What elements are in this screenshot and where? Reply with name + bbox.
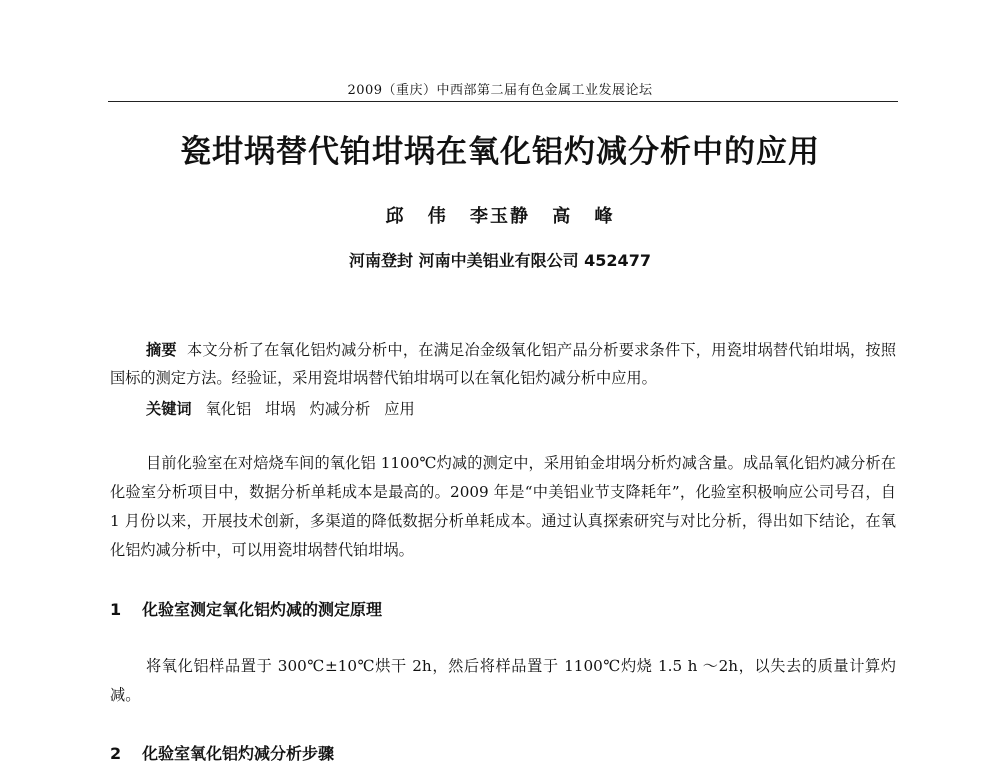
keyword: 应用 <box>384 400 415 418</box>
section-title: 化验室氧化铝灼减分析步骤 <box>142 744 335 763</box>
running-header: 2009（重庆）中西部第二届有色金属工业发展论坛 <box>347 83 653 98</box>
affiliation: 河南登封 河南中美铝业有限公司 452477 <box>349 251 651 270</box>
keyword: 氧化铝 <box>205 400 252 418</box>
section-heading <box>110 597 896 620</box>
keywords <box>110 396 896 422</box>
keyword: 坩埚 <box>265 400 296 418</box>
section-paragraph: 将氧化铝样品置于 300℃±10℃烘干 2h，然后将样品置于 1100℃灼烧 1.5 h ～2h，以失去的质量计算灼减。 <box>110 657 896 704</box>
section-number: 2 <box>110 744 122 763</box>
header-rule <box>108 101 898 102</box>
section-title: 化验室测定氧化铝灼减的测定原理 <box>142 600 383 619</box>
keyword: 灼减分析 <box>309 400 371 418</box>
abstract <box>110 336 896 392</box>
section-heading <box>110 741 896 764</box>
article-title: 瓷坩埚替代铂坩埚在氧化铝灼减分析中的应用 <box>180 134 820 170</box>
abstract-text: 本文分析了在氧化铝灼减分析中，在满足冶金级氧化铝产品分析要求条件下，用瓷坩埚替代铂坩埚，按照国标的测定方法。经验证，采用瓷坩埚替代铂坩埚可以在氧化铝灼减分析中应用。 <box>110 341 897 387</box>
keywords-label: 关键词 <box>146 400 192 418</box>
abstract-label: 摘要 <box>146 341 177 359</box>
intro-paragraph: 目前化验室在对焙烧车间的氧化铝 1100℃灼减的测定中，采用铂金坩埚分析灼减含量。成品氧化铝灼减分析在化验室分析项目中，数据分析单耗成本是最高的。2009 年是“中美铝业节支降耗年”，化验室积极响应公司号召，自 1 月份以来，开展技术创新，多渠道的降低数据分析单耗成本。通过认真探索研究与对比分析，得出如下结论，在氧化铝灼减分析中，可以用瓷坩埚替代铂坩埚。 <box>110 454 896 559</box>
author-list: 邱 伟 李玉静 高 峰 <box>385 206 615 227</box>
section-number: 1 <box>110 600 122 619</box>
